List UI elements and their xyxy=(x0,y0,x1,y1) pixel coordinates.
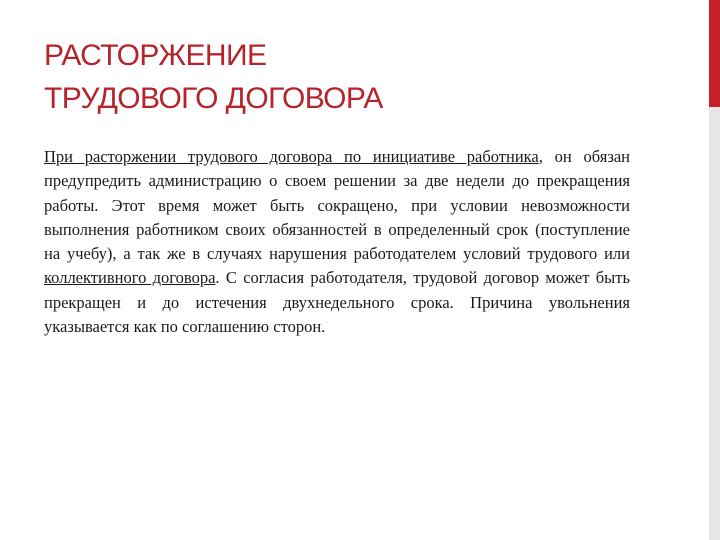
slide-title-line-1: РАСТОРЖЕНИЕ xyxy=(44,39,267,72)
body-text-part-2: . С согласия работодателя, трудовой договор может быть прекращен и до истечения двухнедельного срока. Причина увольнения указывается как по соглашению сторон. xyxy=(44,268,630,337)
slide-title xyxy=(44,34,604,120)
link-employee-initiative[interactable]: При расторжении трудового договора по инициативе работника xyxy=(44,147,539,166)
side-strip-gray xyxy=(709,107,720,540)
link-collective-agreement[interactable]: коллективного договора xyxy=(44,268,216,288)
accent-bar-red xyxy=(709,0,720,107)
slide-title-line-2: ТРУДОВОГО ДОГОВОРА xyxy=(44,82,383,115)
body-text-part-1: , он обязан предупредить администрацию о своем решении за две недели до прекращения работы. Этот время может быть сокращено, при условии невозможности выполнения работником своих обязанностей в определенный срок (поступление на учебу), а так же в случаях нарушения работодателем условий трудового или xyxy=(44,147,630,264)
slide-body-paragraph xyxy=(44,145,630,339)
